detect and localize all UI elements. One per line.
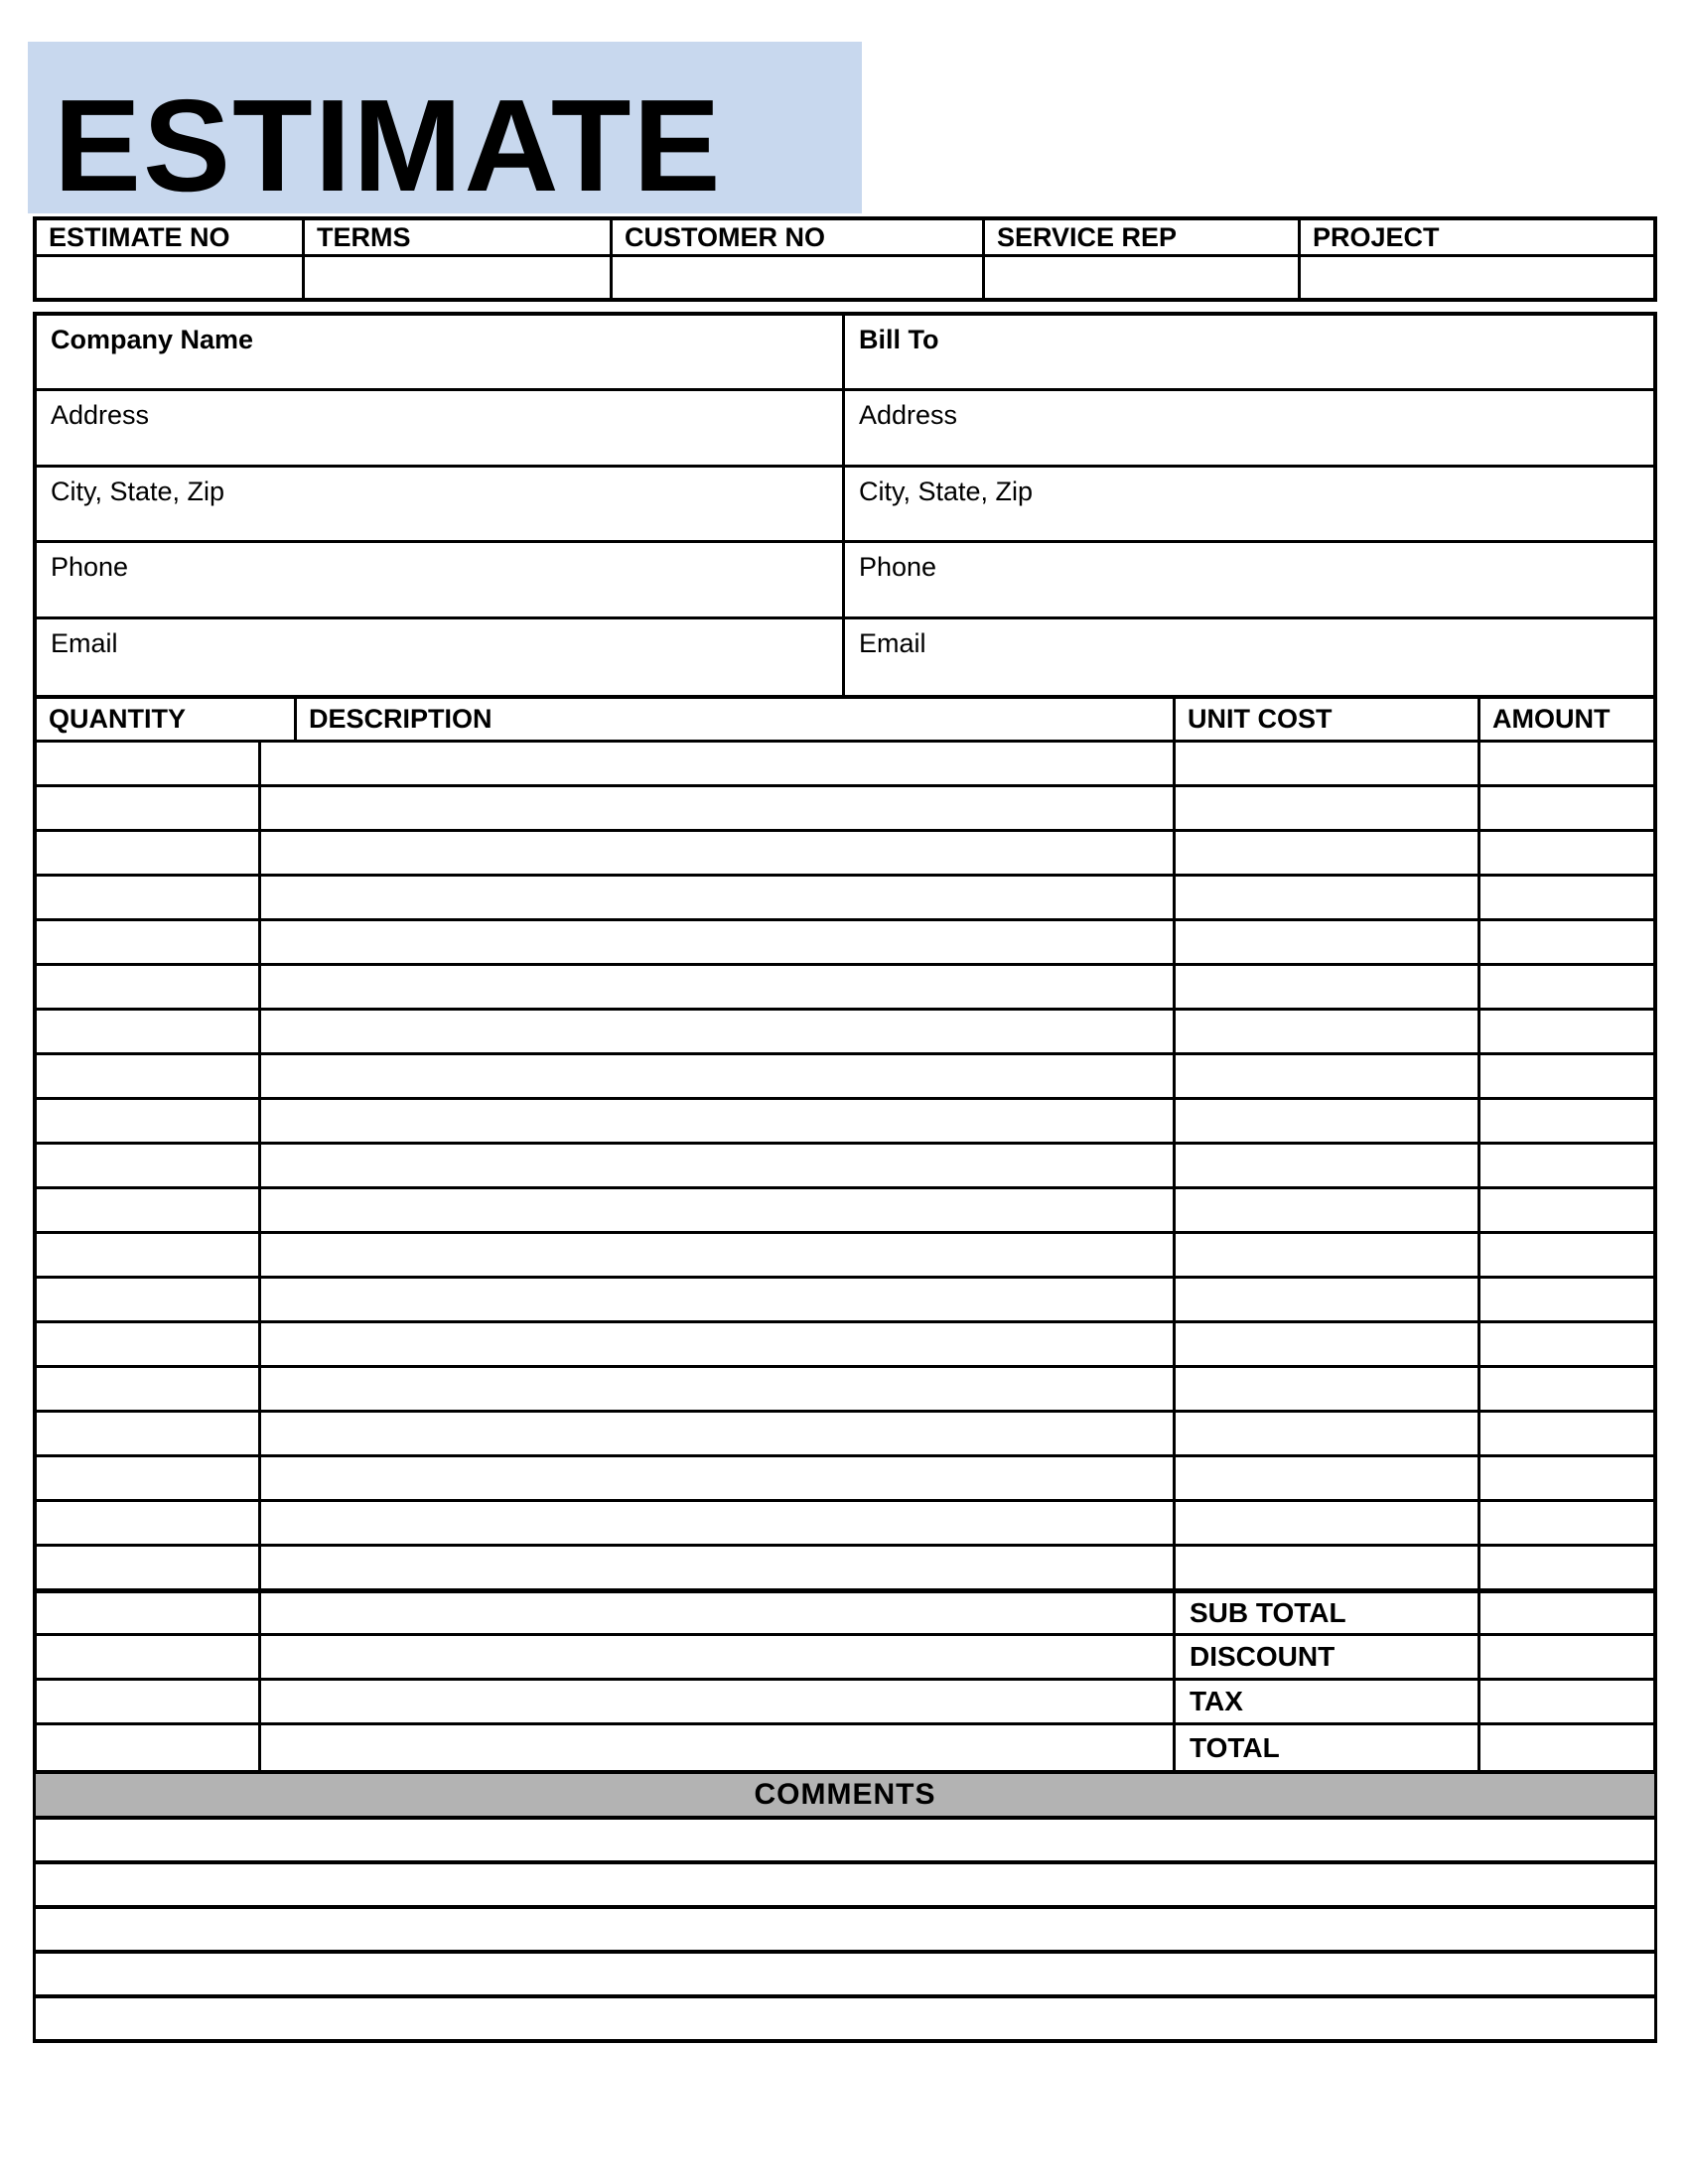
unit-cost-cell[interactable] <box>1176 743 1480 784</box>
amount-cell[interactable] <box>1480 1323 1653 1365</box>
comment-line[interactable] <box>36 1820 1654 1864</box>
amount-cell[interactable] <box>1480 1100 1653 1142</box>
unit-cost-cell[interactable] <box>1176 921 1480 963</box>
billto-label: Bill To <box>859 325 939 354</box>
amount-cell[interactable] <box>1480 1502 1653 1544</box>
description-cell[interactable] <box>261 966 1176 1008</box>
unit-cost-cell[interactable] <box>1176 1100 1480 1142</box>
estimate-no-field[interactable] <box>37 257 305 298</box>
qty-cell[interactable] <box>37 1100 261 1142</box>
unit-cost-cell[interactable] <box>1176 1189 1480 1231</box>
items-row <box>37 832 1653 877</box>
amount-cell[interactable] <box>1480 743 1653 784</box>
qty-cell[interactable] <box>37 1145 261 1186</box>
description-cell[interactable] <box>261 1593 1176 1633</box>
customer-no-field[interactable] <box>613 257 985 298</box>
billto-city-state-zip-field[interactable] <box>845 468 1653 543</box>
qty-cell[interactable] <box>37 1279 261 1320</box>
qty-cell[interactable] <box>37 966 261 1008</box>
company-name-field[interactable] <box>37 316 845 391</box>
project-header: PROJECT <box>1301 220 1653 257</box>
summary-label-tax: TAX <box>1176 1681 1480 1722</box>
qty-cell[interactable] <box>37 1681 261 1722</box>
qty-cell[interactable] <box>37 1189 261 1231</box>
amount-cell[interactable] <box>1480 1055 1653 1097</box>
items-row <box>37 1145 1653 1189</box>
comments-lines <box>33 1820 1657 2043</box>
amount-cell[interactable] <box>1480 1413 1653 1454</box>
company-address-label: Address <box>51 400 150 431</box>
qty-cell[interactable] <box>37 1725 261 1770</box>
unit-cost-cell[interactable] <box>1176 1145 1480 1186</box>
terms-field[interactable] <box>305 257 613 298</box>
company-address-field[interactable] <box>37 391 845 467</box>
amount-cell[interactable] <box>1480 1234 1653 1276</box>
items-row <box>37 1368 1653 1413</box>
unit-cost-cell[interactable] <box>1176 1279 1480 1320</box>
customer-no-header: CUSTOMER NO <box>613 220 985 257</box>
company-phone-field[interactable] <box>37 543 845 618</box>
billto-address-field[interactable] <box>845 391 1653 467</box>
estimate-no-header: ESTIMATE NO <box>37 220 305 257</box>
qty-cell[interactable] <box>37 1593 261 1633</box>
company-name-label: Company Name <box>51 325 254 354</box>
billto-email-label: Email <box>859 627 926 658</box>
summary-row <box>37 1681 1653 1725</box>
comments-bar <box>33 1774 1657 1820</box>
description-cell[interactable] <box>261 1368 1176 1410</box>
qty-cell[interactable] <box>37 1457 261 1499</box>
qty-cell[interactable] <box>37 1323 261 1365</box>
items-row <box>37 1055 1653 1100</box>
description-cell[interactable] <box>261 1279 1176 1320</box>
comment-line[interactable] <box>36 1998 1654 2043</box>
qty-cell[interactable] <box>37 1413 261 1454</box>
terms-header: TERMS <box>305 220 613 257</box>
qty-cell[interactable] <box>37 832 261 874</box>
qty-cell[interactable] <box>37 1368 261 1410</box>
items-row <box>37 1547 1653 1591</box>
description-header: DESCRIPTION <box>297 699 1176 740</box>
estimate-banner <box>28 42 862 218</box>
items-row <box>37 1189 1653 1234</box>
quantity-header: QUANTITY <box>37 699 297 740</box>
billto-city-state-zip-label: City, State, Zip <box>859 476 1034 506</box>
unit-cost-cell[interactable] <box>1176 1055 1480 1097</box>
qty-cell[interactable] <box>37 1547 261 1588</box>
unit-cost-cell[interactable] <box>1176 1547 1480 1588</box>
qty-cell[interactable] <box>37 1011 261 1052</box>
qty-cell[interactable] <box>37 921 261 963</box>
comment-line[interactable] <box>36 1909 1654 1954</box>
description-cell[interactable] <box>261 787 1176 829</box>
unit-cost-cell[interactable] <box>1176 1368 1480 1410</box>
description-cell[interactable] <box>261 832 1176 874</box>
amount-cell[interactable] <box>1480 1368 1653 1410</box>
items-row <box>37 1011 1653 1055</box>
items-row <box>37 743 1653 787</box>
summary-amount-cell[interactable] <box>1480 1593 1653 1633</box>
page-title: ESTIMATE <box>54 72 723 218</box>
qty-cell[interactable] <box>37 1636 261 1678</box>
summary-label-discount: DISCOUNT <box>1176 1636 1480 1678</box>
order-info-table <box>33 216 1657 302</box>
amount-cell[interactable] <box>1480 1279 1653 1320</box>
items-row <box>37 1279 1653 1323</box>
unit-cost-cell[interactable] <box>1176 1413 1480 1454</box>
description-cell[interactable] <box>261 1011 1176 1052</box>
description-cell[interactable] <box>261 1189 1176 1231</box>
description-cell[interactable] <box>261 1100 1176 1142</box>
description-cell[interactable] <box>261 1145 1176 1186</box>
amount-cell[interactable] <box>1480 1547 1653 1588</box>
company-phone-label: Phone <box>51 552 129 583</box>
qty-cell[interactable] <box>37 1055 261 1097</box>
description-cell[interactable] <box>261 1636 1176 1678</box>
description-cell[interactable] <box>261 1323 1176 1365</box>
unit-cost-cell[interactable] <box>1176 877 1480 918</box>
summary-row <box>37 1591 1653 1636</box>
items-row <box>37 1502 1653 1547</box>
company-email-label: Email <box>51 627 118 658</box>
unit-cost-header: UNIT COST <box>1176 699 1480 740</box>
billto-address-label: Address <box>859 400 958 431</box>
billto-phone-field[interactable] <box>845 543 1653 618</box>
description-cell[interactable] <box>261 1547 1176 1588</box>
summary-row <box>37 1725 1653 1770</box>
amount-cell[interactable] <box>1480 787 1653 829</box>
description-cell[interactable] <box>261 1055 1176 1097</box>
items-row <box>37 966 1653 1011</box>
summary-amount-cell[interactable] <box>1480 1681 1653 1722</box>
summary-amount-cell[interactable] <box>1480 1725 1653 1770</box>
billto-phone-label: Phone <box>859 552 937 583</box>
summary-label-total: TOTAL <box>1176 1725 1480 1770</box>
unit-cost-cell[interactable] <box>1176 1011 1480 1052</box>
amount-cell[interactable] <box>1480 1145 1653 1186</box>
billto-name-field[interactable] <box>845 316 1653 391</box>
company-city-state-zip-field[interactable] <box>37 468 845 543</box>
items-row <box>37 1457 1653 1502</box>
items-row <box>37 1413 1653 1457</box>
service-rep-field[interactable] <box>985 257 1301 298</box>
items-row <box>37 1323 1653 1368</box>
unit-cost-cell[interactable] <box>1176 1234 1480 1276</box>
unit-cost-cell[interactable] <box>1176 966 1480 1008</box>
description-cell[interactable] <box>261 1457 1176 1499</box>
amount-cell[interactable] <box>1480 966 1653 1008</box>
qty-cell[interactable] <box>37 1234 261 1276</box>
billto-email-field[interactable] <box>845 619 1653 695</box>
comments-title: COMMENTS <box>754 1778 936 1811</box>
items-row <box>37 1100 1653 1145</box>
amount-header: AMOUNT <box>1492 704 1611 734</box>
items-row <box>37 787 1653 832</box>
company-billto-table <box>33 312 1657 695</box>
summary-label-sub-total: SUB TOTAL <box>1176 1593 1480 1633</box>
qty-cell[interactable] <box>37 877 261 918</box>
company-email-field[interactable] <box>37 619 845 695</box>
description-cell[interactable] <box>261 1234 1176 1276</box>
comment-line[interactable] <box>36 1864 1654 1909</box>
comment-line[interactable] <box>36 1954 1654 1998</box>
description-cell[interactable] <box>261 877 1176 918</box>
description-cell[interactable] <box>261 1413 1176 1454</box>
unit-cost-cell[interactable] <box>1176 787 1480 829</box>
items-table-header <box>33 695 1657 743</box>
unit-cost-cell[interactable] <box>1176 1323 1480 1365</box>
amount-cell[interactable] <box>1480 1189 1653 1231</box>
summary-row <box>37 1636 1653 1681</box>
qty-cell[interactable] <box>37 787 261 829</box>
description-cell[interactable] <box>261 921 1176 963</box>
unit-cost-cell[interactable] <box>1176 832 1480 874</box>
amount-cell[interactable] <box>1480 832 1653 874</box>
description-cell[interactable] <box>261 1681 1176 1722</box>
service-rep-header: SERVICE REP <box>985 220 1301 257</box>
project-field[interactable] <box>1301 257 1653 298</box>
unit-cost-cell[interactable] <box>1176 1502 1480 1544</box>
items-row <box>37 921 1653 966</box>
description-cell[interactable] <box>261 1502 1176 1544</box>
amount-cell[interactable] <box>1480 1011 1653 1052</box>
qty-cell[interactable] <box>37 743 261 784</box>
qty-cell[interactable] <box>37 1502 261 1544</box>
description-cell[interactable] <box>261 743 1176 784</box>
description-cell[interactable] <box>261 1725 1176 1770</box>
amount-cell[interactable] <box>1480 877 1653 918</box>
items-row <box>37 1234 1653 1279</box>
amount-cell[interactable] <box>1480 1457 1653 1499</box>
items-row <box>37 877 1653 921</box>
amount-cell[interactable] <box>1480 921 1653 963</box>
summary-amount-cell[interactable] <box>1480 1636 1653 1678</box>
items-body <box>33 743 1657 1774</box>
company-city-state-zip-label: City, State, Zip <box>51 476 225 506</box>
unit-cost-cell[interactable] <box>1176 1457 1480 1499</box>
